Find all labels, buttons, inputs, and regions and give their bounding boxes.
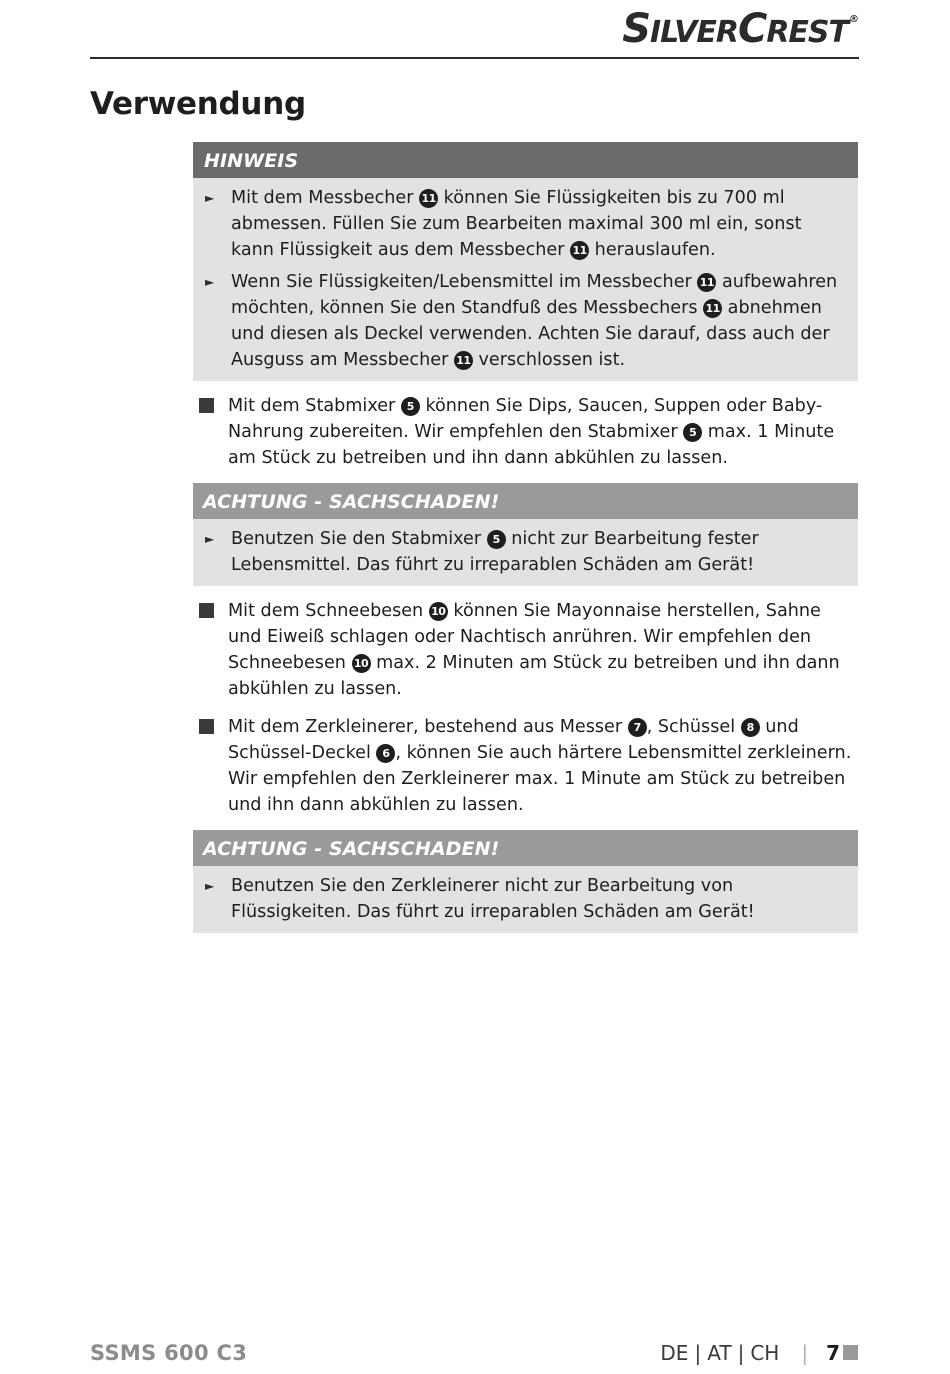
instruction-zerkleinerer: Mit dem Zerkleinerer, bestehend aus Messer 7 , Schüssel 8 und Schüssel-Deckel 6 , können Sie auch härtere Lebensmittel zerkleinern. Wir empfehlen den Zerkleinerer max. 1 Minute am Stück zu betreiben und ihn dann abkühlen zu lassen.: [193, 714, 858, 818]
language-code: DE: [660, 1341, 689, 1365]
footer-model-number: SSMS 600 C3: [90, 1341, 248, 1365]
warning-body: [193, 866, 858, 933]
part-number-badge: 5: [401, 397, 420, 416]
instruction-schneebesen: Mit dem Schneebesen 10 können Sie Mayonnaise herstellen, Sahne und Eiweiß schlagen oder Nachtisch anrühren. Wir empfehlen den Schneebesen 10 max. 2 Minuten am Stück zu betreiben und ihn dann abkühlen zu lassen.: [193, 598, 858, 702]
divider: |: [801, 1341, 809, 1365]
triangle-bullet-icon: ►: [205, 191, 215, 205]
page-number: 7: [826, 1341, 840, 1365]
footer-page-info: [660, 1341, 858, 1365]
part-number-badge: 5: [683, 423, 702, 442]
warning-item: ► Benutzen Sie den Stabmixer 5 nicht zur Bearbeitung fester Lebensmittel. Das führt zu irreparablen Schäden am Gerät!: [205, 526, 850, 578]
hinweis-box: [193, 142, 858, 381]
divider: |: [694, 1341, 702, 1365]
silvercrest-logo: SILVERCREST®: [622, 6, 858, 52]
language-code: AT: [707, 1341, 732, 1365]
part-number-badge: 7: [628, 718, 647, 737]
part-number-badge: 10: [429, 602, 448, 621]
part-number-badge: 11: [419, 189, 438, 208]
content-area: [193, 142, 858, 933]
part-number-badge: 5: [487, 530, 506, 549]
square-bullet-icon: [199, 719, 214, 734]
triangle-bullet-icon: ►: [205, 275, 215, 289]
triangle-bullet-icon: ►: [205, 879, 215, 893]
part-number-badge: 11: [697, 273, 716, 292]
warning-body: [193, 519, 858, 586]
page-marker-icon: [843, 1345, 858, 1360]
warning-box: [193, 483, 858, 586]
language-code: CH: [750, 1341, 780, 1365]
warning-heading: ACHTUNG - SACHSCHADEN!: [193, 483, 858, 519]
hinweis-heading: HINWEIS: [193, 142, 858, 178]
part-number-badge: 11: [454, 351, 473, 370]
hinweis-item: ► Mit dem Messbecher 11 können Sie Flüssigkeiten bis zu 700 ml abmessen. Füllen Sie zum Bearbeiten maximal 300 ml ein, sonst kann Flüssigkeit aus dem Messbecher 11 herauslaufen.: [205, 185, 850, 263]
triangle-bullet-icon: ►: [205, 532, 215, 546]
page-title: Verwendung: [90, 86, 306, 122]
warning-item: ► Benutzen Sie den Zerkleinerer nicht zur Bearbeitung von Flüssigkeiten. Das führt zu irreparablen Schäden am Gerät!: [205, 873, 850, 925]
part-number-badge: 8: [741, 718, 760, 737]
header-rule: [90, 57, 859, 59]
divider: |: [737, 1341, 745, 1365]
hinweis-body: [193, 178, 858, 381]
part-number-badge: 10: [352, 654, 371, 673]
warning-box: [193, 830, 858, 933]
square-bullet-icon: [199, 398, 214, 413]
hinweis-item: ► Wenn Sie Flüssigkeiten/Lebensmittel im Messbecher 11 aufbewahren möchten, können Sie den Standfuß des Messbechers 11 abnehmen und diesen als Deckel verwenden. Achten Sie darauf, dass auch der Ausguss am Messbecher 11 verschlossen ist.: [205, 269, 850, 373]
part-number-badge: 11: [703, 299, 722, 318]
part-number-badge: 6: [376, 744, 395, 763]
warning-heading: ACHTUNG - SACHSCHADEN!: [193, 830, 858, 866]
instruction-stabmixer: Mit dem Stabmixer 5 können Sie Dips, Saucen, Suppen oder Baby-Nahrung zubereiten. Wir empfehlen den Stabmixer 5 max. 1 Minute am Stück zu betreiben und ihn dann abkühlen zu lassen.: [193, 393, 858, 471]
part-number-badge: 11: [570, 241, 589, 260]
square-bullet-icon: [199, 603, 214, 618]
